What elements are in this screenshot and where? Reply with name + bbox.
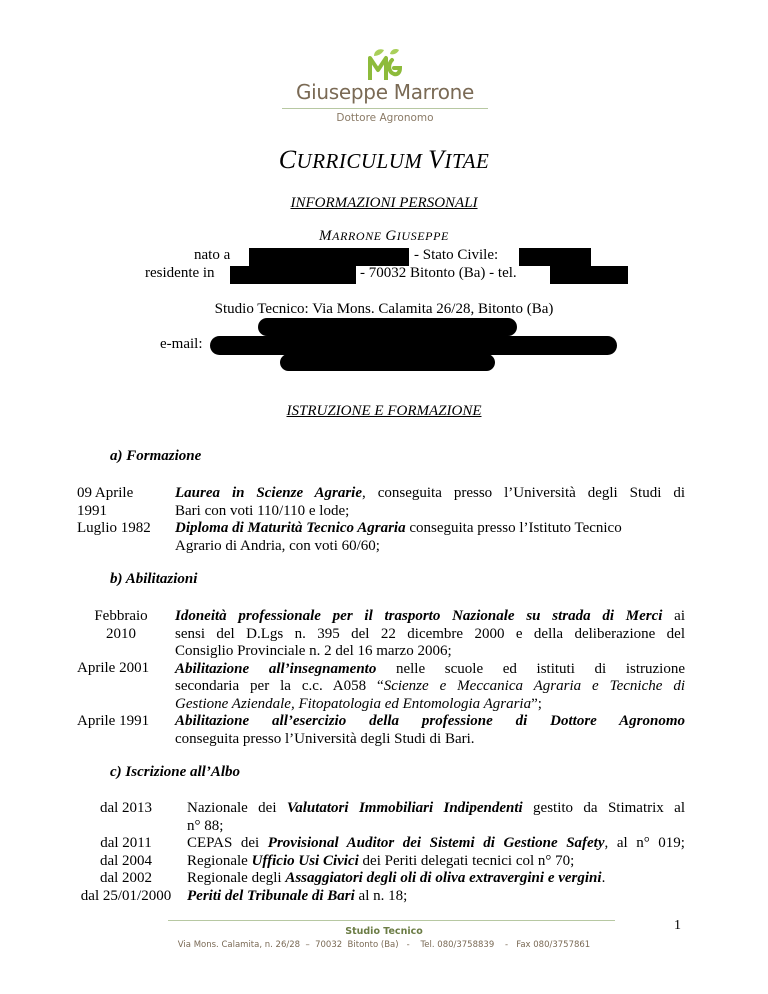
- formazione-line-1: Laurea in Scienze Agrarie, conseguita presso l’Università degli Studi di: [175, 485, 685, 501]
- abilitazioni-line-3: Consiglio Provinciale n. 2 del 16 marzo 2006;: [175, 643, 452, 659]
- albo-line-6: Periti del Tribunale di Bari al n. 18;: [187, 887, 408, 904]
- redacted-civil-status: [519, 248, 591, 266]
- abilitazioni-line-7: Abilitazione all’esercizio della professione di Dottore Agronomo: [175, 713, 685, 729]
- redacted-phone: [550, 266, 628, 284]
- logo-divider: [282, 108, 488, 109]
- redacted-contact-line-1: [258, 318, 517, 336]
- formazione-entries: [175, 485, 685, 555]
- albo-line-5: Regionale degli Assaggiatori degli oli di oliva extravergini e vergini.: [187, 870, 606, 886]
- abilitazioni-line-1: Idoneità professionale per il trasporto Nazionale su strada di Merci ai: [175, 608, 686, 624]
- formazione-date-1: 09 Aprile 1991: [77, 485, 134, 519]
- abilitazioni-line-6: Gestione Aziendale, Fitopatologia ed Entomologia Agraria”;: [175, 695, 542, 712]
- redacted-birthplace: [249, 248, 409, 266]
- residence-city: - 70032 Bitonto (Ba) - tel.: [360, 265, 517, 281]
- albo-heading: c) Iscrizione all’Albo: [110, 764, 240, 780]
- mg-monogram-leaf-icon: [364, 46, 404, 84]
- formazione-line-4: Agrario di Andria, con voti 60/60;: [175, 537, 380, 554]
- redacted-email: [210, 336, 617, 355]
- civil-status-label: - Stato Civile:: [414, 247, 499, 263]
- abilitazioni-heading: b) Abilitazioni: [110, 571, 198, 587]
- redacted-contact-line-2: [280, 354, 495, 371]
- footer-address: Via Mons. Calamita, n. 26/28 – 70032 Bitonto (Ba) - Tel. 080/3758839 - Fax 080/3757861: [177, 940, 591, 950]
- abilitazioni-date-2: Aprile 2001: [77, 660, 150, 676]
- abilitazioni-date-3: Aprile 1991: [77, 713, 150, 729]
- formazione-date-2: Luglio 1982: [77, 520, 151, 536]
- email-label: e-mail:: [160, 336, 203, 352]
- formazione-line-3: Diploma di Maturità Tecnico Agraria conseguita presso l’Istituto Tecnico: [175, 520, 622, 536]
- logo-subtitle: Dottore Agronomo: [336, 112, 434, 124]
- footer-divider: [168, 920, 615, 921]
- formazione-line-2: Bari con voti 110/110 e lode;: [175, 502, 350, 519]
- abilitazioni-date-1: Febbraio 2010: [94, 608, 148, 642]
- abilitazioni-line-4: Abilitazione all’insegnamento nelle scuole ed istituti di istruzione: [175, 660, 685, 677]
- studio-address: Studio Tecnico: Via Mons. Calamita 26/28, Bitonto (Ba): [214, 301, 554, 317]
- birthplace-label: nato a: [194, 247, 231, 263]
- abilitazioni-entries: [175, 608, 685, 748]
- logo-name: Giuseppe Marrone: [295, 80, 475, 104]
- albo-line-2: n° 88;: [187, 817, 224, 834]
- document-title: CURRICULUM VITAE: [278, 145, 490, 174]
- albo-dates: dal 2013 dal 2011 dal 2004 dal 2002 dal 25/01/2000: [80, 800, 172, 904]
- residence-label: residente in: [145, 265, 215, 281]
- abilitazioni-line-5: secondaria per la c.c. A058 “Scienze e Meccanica Agraria e Tecniche di: [175, 678, 685, 694]
- page-number: 1: [674, 918, 681, 933]
- education-heading: ISTRUZIONE E FORMAZIONE: [286, 403, 482, 419]
- albo-line-4: Regionale Ufficio Usi Civici dei Periti delegati tecnici col n° 70;: [187, 852, 575, 869]
- footer-title: Studio Tecnico: [345, 926, 423, 937]
- person-name: MARRONE GIUSEPPE: [319, 228, 449, 244]
- formazione-heading: a) Formazione: [110, 448, 202, 464]
- albo-entries: [187, 800, 685, 905]
- abilitazioni-line-8: conseguita presso l’Università degli Studi di Bari.: [175, 730, 475, 747]
- albo-line-3: CEPAS dei Provisional Auditor dei Sistemi di Gestione Safety, al n° 019;: [187, 835, 685, 851]
- personal-info-heading: INFORMAZIONI PERSONALI: [290, 195, 478, 211]
- abilitazioni-line-2: sensi del D.Lgs n. 395 del 22 dicembre 2000 e della deliberazione del: [175, 625, 685, 642]
- albo-line-1: Nazionale dei Valutatori Immobiliari Indipendenti gestito da Stimatrix al: [187, 800, 685, 816]
- redacted-residence: [230, 266, 356, 284]
